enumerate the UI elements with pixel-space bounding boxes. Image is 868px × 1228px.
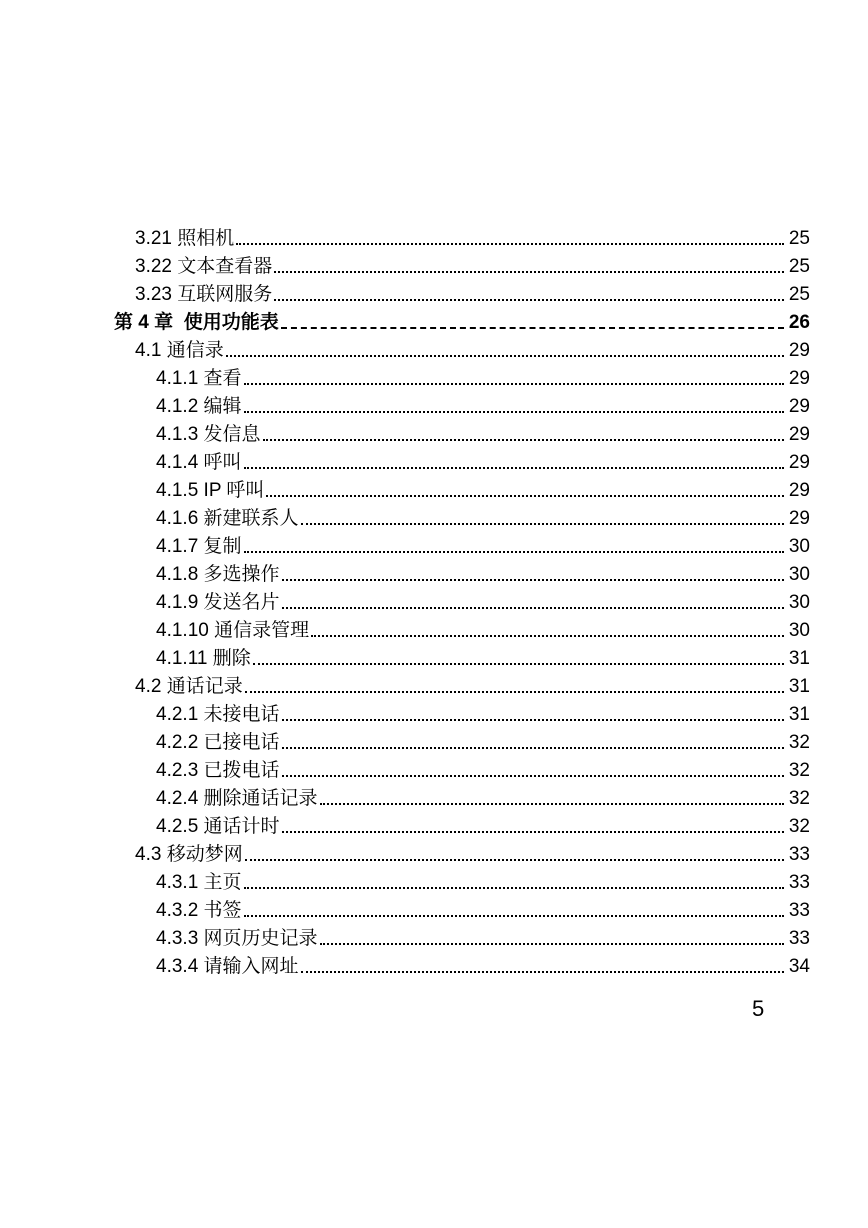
toc-entry-page: 31 [788,648,810,669]
toc-dot-leader [274,271,784,273]
toc-entry-title: 删除通话记录 [203,788,318,809]
toc-entry-number: 4.1.1 [156,368,199,389]
toc-entry-number: 4.1.4 [156,452,199,473]
toc-entry-page: 30 [788,564,810,585]
toc-dot-leader [245,859,784,861]
toc-entry-title: 复制 [203,536,242,557]
toc-entry-number: 4.3.4 [156,956,199,977]
toc-entry-row[interactable] [0,615,868,643]
toc-entry-row[interactable] [0,951,868,979]
toc-entry-page: 30 [788,536,810,557]
toc-entry-row[interactable] [0,755,868,783]
toc-entry-number: 4.2.3 [156,760,199,781]
toc-entry-number: 4.3.1 [156,872,199,893]
toc-entry-page: 32 [788,732,810,753]
toc-dot-leader [244,887,784,889]
toc-dot-leader [282,579,784,581]
toc-entry-row[interactable] [0,279,868,307]
toc-dot-leader [244,383,784,385]
toc-entry-title: 请输入网址 [203,956,299,977]
toc-dot-leader [236,243,784,245]
toc-entry-row[interactable] [0,867,868,895]
toc-entry-row[interactable] [0,783,868,811]
toc-entry-number: 4.1.10 [156,620,209,641]
table-of-contents [0,223,868,979]
toc-entry-title: 使用功能表 [183,312,279,333]
toc-entry-number: 4.1.7 [156,536,199,557]
toc-entry-number: 4.3.2 [156,900,199,921]
toc-entry-title: 主页 [203,872,242,893]
toc-dot-leader [282,831,784,833]
toc-entry-page: 29 [788,340,810,361]
toc-entry-page: 34 [788,956,810,977]
toc-entry-number: 3.21 [135,228,172,249]
toc-entry-page: 25 [788,284,810,305]
toc-dot-leader [244,411,784,413]
toc-entry-page: 30 [788,592,810,613]
toc-entry-title: 通信录管理 [214,620,310,641]
toc-entry-row[interactable] [0,923,868,951]
toc-entry-number: 4.1.2 [156,396,199,417]
toc-entry-page: 29 [788,452,810,473]
toc-dot-leader [320,803,784,805]
toc-dot-leader [301,523,784,525]
page-number: 5 [752,996,765,1021]
toc-entry-row[interactable] [0,895,868,923]
toc-entry-page: 30 [788,620,810,641]
toc-entry-page: 26 [788,312,810,333]
toc-entry-row[interactable] [0,727,868,755]
toc-entry-title: 发送名片 [203,592,280,613]
toc-dot-leader [282,607,784,609]
toc-entry-number: 4.1.3 [156,424,199,445]
toc-entry-title: 互联网服务 [177,284,273,305]
toc-entry-number: 4.1.8 [156,564,199,585]
toc-entry-page: 32 [788,788,810,809]
toc-entry-row[interactable] [0,363,868,391]
toc-entry-title: 新建联系人 [203,508,299,529]
toc-entry-row[interactable] [0,559,868,587]
toc-dot-leader [263,439,784,441]
toc-entry-row[interactable] [0,811,868,839]
toc-dot-leader [320,943,784,945]
toc-entry-title: 书签 [203,900,242,921]
toc-entry-title: 已拨电话 [203,760,280,781]
toc-dot-leader [245,691,784,693]
toc-entry-page: 29 [788,396,810,417]
toc-entry-number: 3.22 [135,256,172,277]
toc-entry-row[interactable] [0,699,868,727]
toc-chapter-row[interactable] [0,307,868,335]
toc-entry-title: IP 呼叫 [203,480,265,501]
toc-entry-page: 25 [788,256,810,277]
toc-entry-number: 4.1.6 [156,508,199,529]
toc-dot-leader [281,327,784,329]
toc-dot-leader [282,775,784,777]
toc-entry-row[interactable] [0,223,868,251]
toc-entry-page: 33 [788,872,810,893]
toc-dot-leader [301,971,784,973]
toc-entry-number: 4.3.3 [156,928,199,949]
toc-entry-page: 33 [788,844,810,865]
toc-dot-leader [226,355,784,357]
toc-entry-number: 4.1 [135,340,162,361]
toc-dot-leader [311,635,784,637]
toc-entry-title: 通话记录 [166,676,243,697]
toc-entry-page: 29 [788,508,810,529]
toc-dot-leader [282,719,784,721]
toc-entry-number: 3.23 [135,284,172,305]
toc-entry-page: 25 [788,228,810,249]
toc-entry-row[interactable] [0,839,868,867]
toc-entry-number: 4.2.5 [156,816,199,837]
toc-entry-page: 33 [788,928,810,949]
toc-entry-title: 已接电话 [203,732,280,753]
toc-entry-page: 29 [788,424,810,445]
toc-entry-title: 编辑 [203,396,242,417]
toc-entry-gap [173,311,184,335]
toc-entry-title: 呼叫 [203,452,242,473]
toc-entry-row[interactable] [0,643,868,671]
toc-entry-title: 多选操作 [203,564,280,585]
toc-entry-number: 4.2.2 [156,732,199,753]
toc-entry-number: 4.3 [135,844,162,865]
toc-entry-page: 31 [788,704,810,725]
toc-entry-number: 4.1.9 [156,592,199,613]
toc-entry-number: 4.1.11 [156,648,208,669]
toc-entry-title: 删除 [212,648,251,669]
toc-entry-title: 照相机 [177,228,235,249]
toc-entry-row[interactable] [0,587,868,615]
toc-entry-title: 文本查看器 [177,256,273,277]
toc-entry-number: 4.2.1 [156,704,199,725]
toc-entry-page: 31 [788,676,810,697]
toc-dot-leader [244,467,784,469]
toc-entry-row[interactable] [0,335,868,363]
toc-entry-number: 4.1.5 [156,480,199,501]
toc-entry-title: 查看 [203,368,242,389]
toc-entry-row[interactable] [0,671,868,699]
toc-entry-number: 4.2.4 [156,788,199,809]
toc-entry-title: 通信录 [166,340,224,361]
toc-entry-title: 发信息 [203,424,261,445]
toc-entry-page: 33 [788,900,810,921]
toc-entry-number: 第 4 章 [114,312,174,333]
toc-entry-page: 29 [788,368,810,389]
toc-dot-leader [282,747,784,749]
toc-entry-title: 通话计时 [203,816,280,837]
toc-entry-row[interactable] [0,391,868,419]
toc-entry-row[interactable] [0,503,868,531]
toc-entry-number: 4.2 [135,676,162,697]
toc-entry-page: 29 [788,480,810,501]
toc-dot-leader [244,915,784,917]
toc-dot-leader [253,663,784,665]
toc-entry-row[interactable] [0,447,868,475]
toc-dot-leader [244,551,784,553]
toc-dot-leader [266,495,784,497]
toc-entry-row[interactable] [0,531,868,559]
toc-entry-title: 未接电话 [203,704,280,725]
toc-dot-leader [274,299,784,301]
toc-entry-row[interactable] [0,251,868,279]
toc-entry-title: 移动梦网 [166,844,243,865]
toc-entry-page: 32 [788,760,810,781]
toc-entry-page: 32 [788,816,810,837]
toc-entry-title: 网页历史记录 [203,928,318,949]
toc-entry-row[interactable] [0,475,868,503]
toc-entry-row[interactable] [0,419,868,447]
